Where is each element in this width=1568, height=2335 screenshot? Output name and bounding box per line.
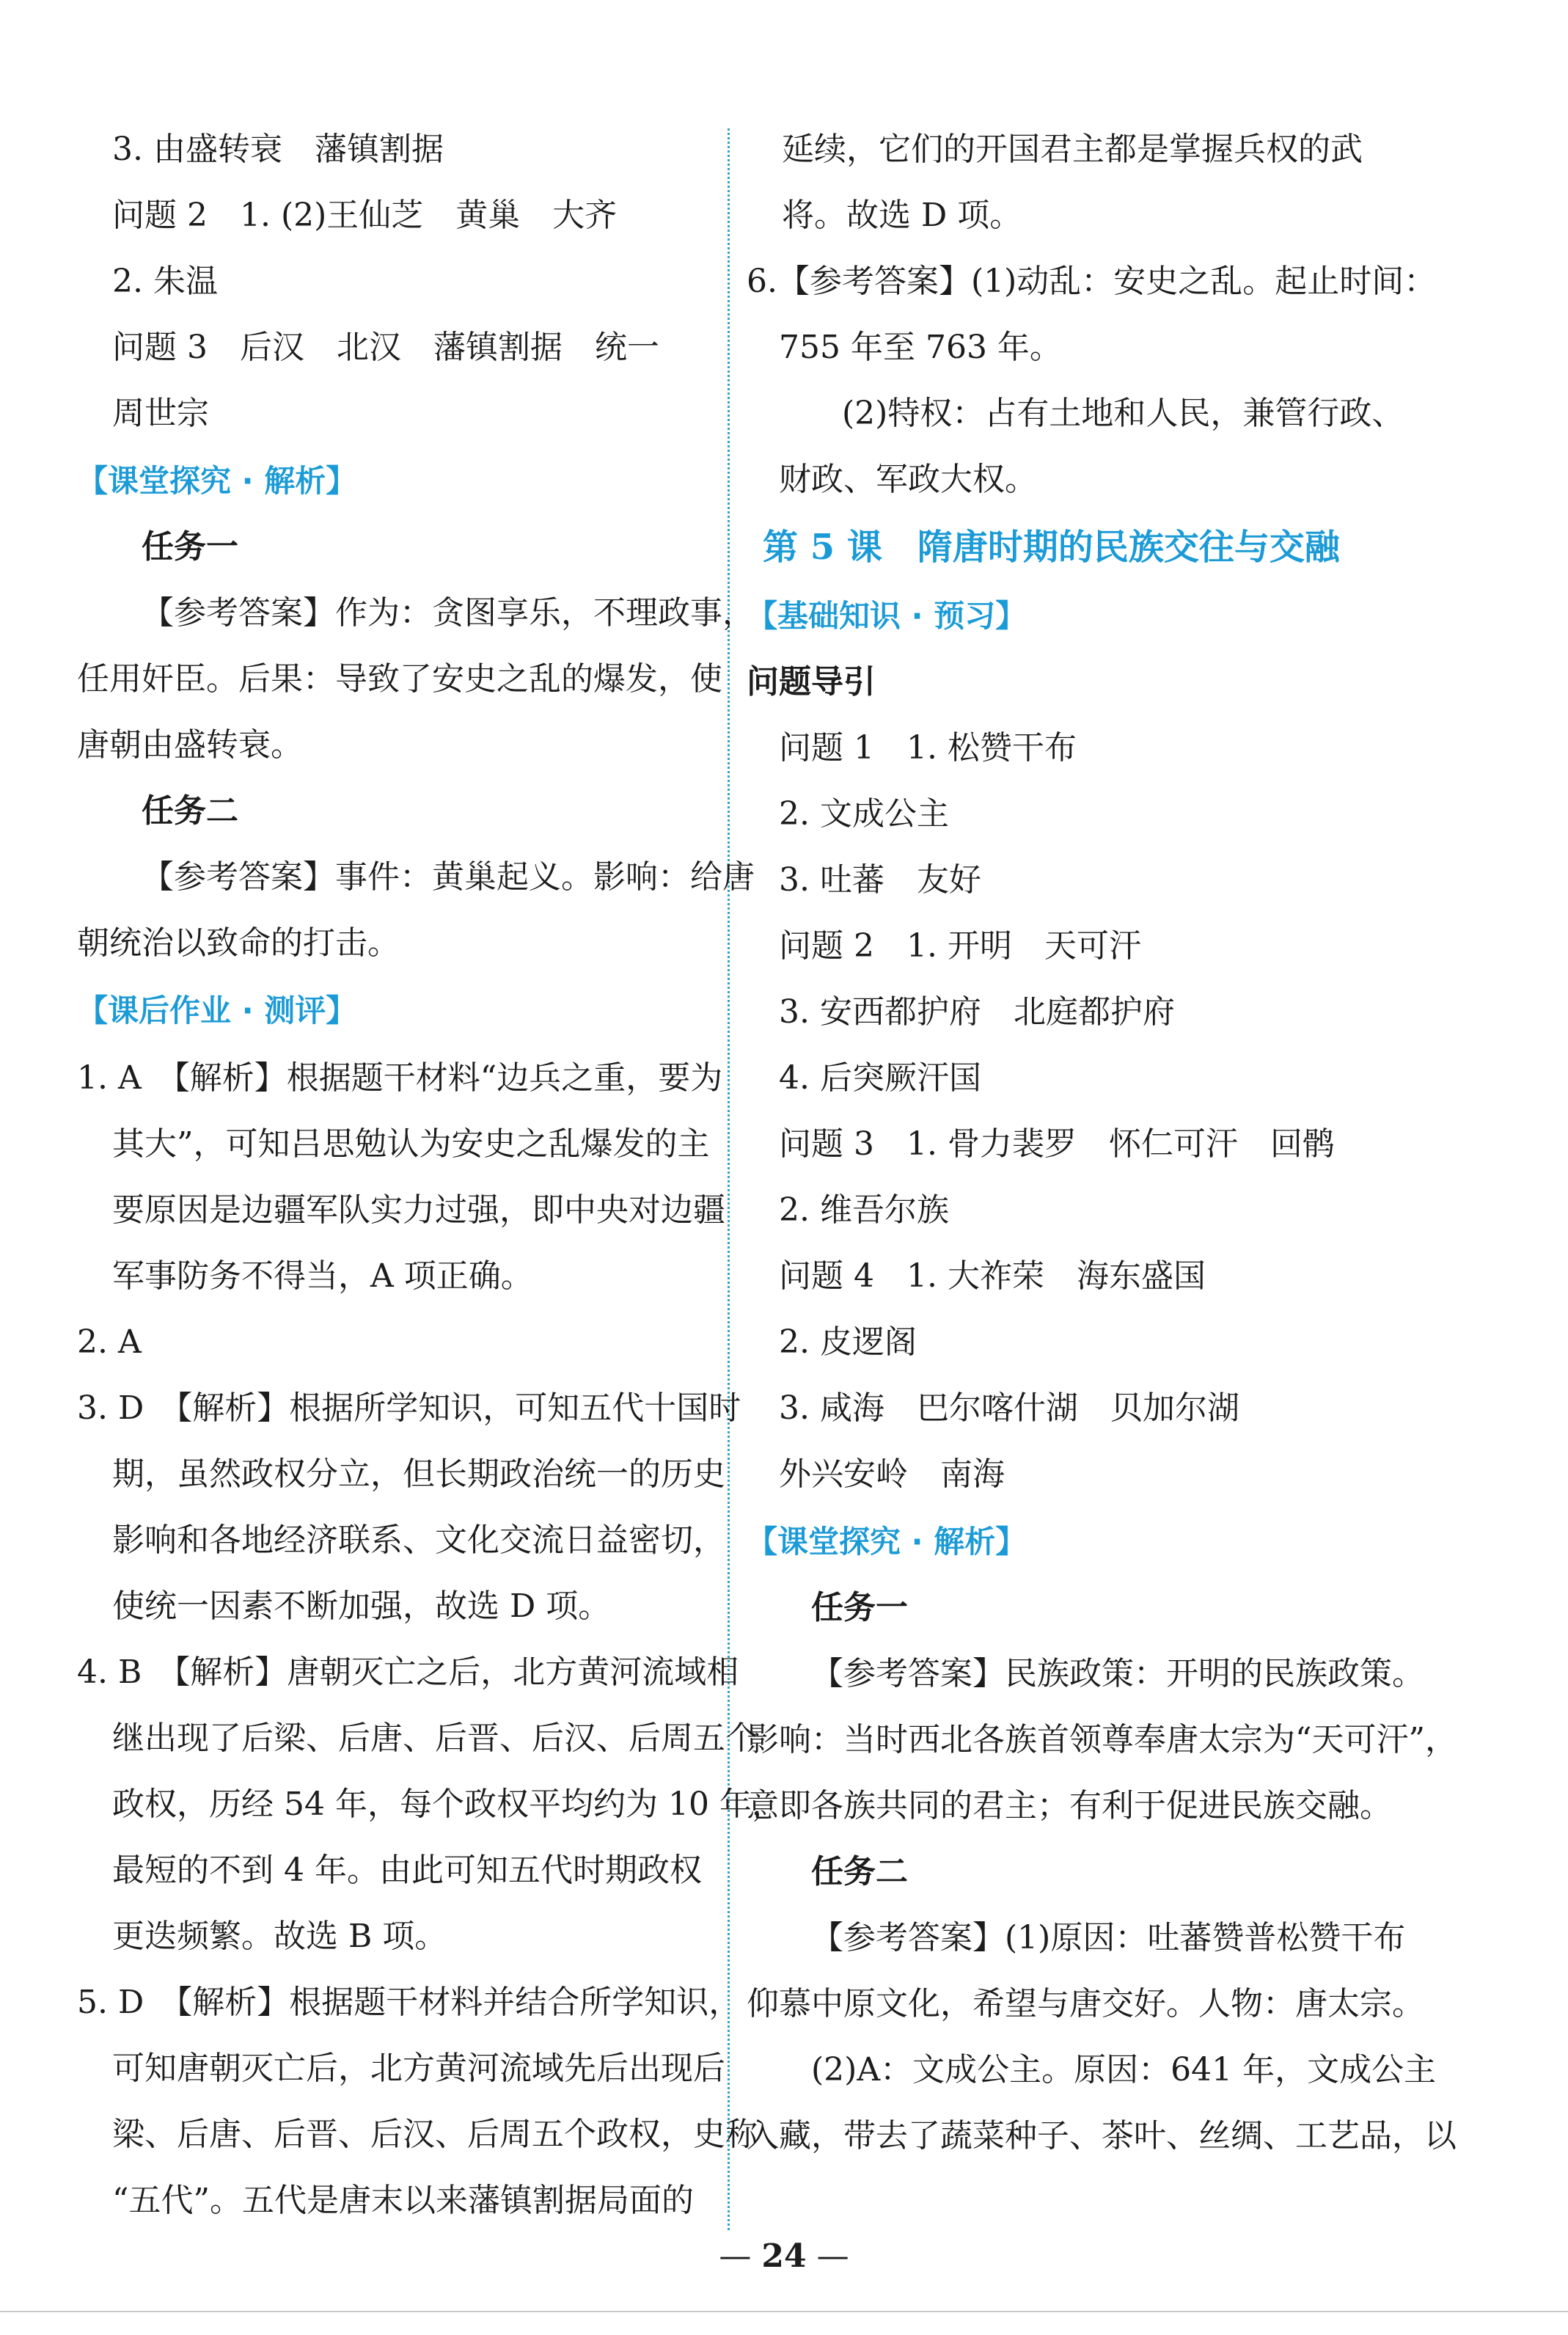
paragraph-line: 【参考答案】(1)原因：吐蕃赞普松赞干布 xyxy=(811,1919,1406,1956)
answer-line: 周世宗 xyxy=(112,395,209,432)
answer-item: 影响和各地经济联系、文化交流日益密切， xyxy=(112,1521,725,1559)
answer-item: 将。故选 D 项。 xyxy=(782,197,1022,234)
page-footer xyxy=(0,2237,1568,2275)
answer-item: 继出现了后梁、后唐、后晋、后汉、后周五个 xyxy=(112,1720,758,1757)
answer-item: “五代”。五代是唐末以来藩镇割据局面的 xyxy=(112,2182,694,2219)
task-heading: 任务一 xyxy=(142,528,238,566)
answer-item: 5. D 【解析】根据题干材料并结合所学知识， xyxy=(77,1984,741,2021)
footer-dash: — xyxy=(806,2237,849,2275)
paragraph-line: 【参考答案】事件：黄巢起义。影响：给唐 xyxy=(142,858,755,896)
answer-line: 3. 咸海 巴尔喀什湖 贝加尔湖 xyxy=(779,1389,1239,1427)
answer-item: 3. D 【解析】根据所学知识，可知五代十国时 xyxy=(77,1389,741,1427)
answer-item: 6.【参考答案】(1)动乱：安史之乱。起止时间： xyxy=(747,263,1437,300)
paragraph-line: 入藏，带去了蔬菜种子、茶叶、丝绸、工艺品，以 xyxy=(747,2117,1457,2155)
section-heading: 【课堂探究 · 解析】 xyxy=(77,463,357,499)
section-heading: 【课后作业 · 测评】 xyxy=(77,993,357,1028)
answer-line: 问题 2 1. (2)王仙芝 黄巢 大齐 xyxy=(112,197,618,234)
footer-dash: — xyxy=(719,2237,762,2275)
bottom-rule xyxy=(0,2311,1568,2312)
paragraph-line: 【参考答案】民族政策：开明的民族政策。 xyxy=(811,1655,1424,1692)
answer-line: 2. 文成公主 xyxy=(779,795,949,833)
answer-item: 政权，历经 54 年，每个政权平均约为 10 年， xyxy=(112,1786,784,1823)
lesson-title: 第 5 课 隋唐时期的民族交往与交融 xyxy=(763,527,1340,568)
answer-line: 2. 维吾尔族 xyxy=(779,1191,949,1229)
paragraph-line: 朝统治以致命的打击。 xyxy=(77,924,400,962)
answer-item: 1. A 【解析】根据题干材料“边兵之重，要为 xyxy=(77,1059,723,1097)
answer-line: 3. 吐蕃 友好 xyxy=(779,861,981,899)
answer-line: 问题 1 1. 松赞干布 xyxy=(779,729,1077,767)
answer-line: 问题 3 1. 骨力裴罗 怀仁可汗 回鹘 xyxy=(779,1125,1335,1163)
task-heading: 任务一 xyxy=(811,1589,908,1626)
paragraph-line: 唐朝由盛转衰。 xyxy=(77,726,303,764)
paragraph-line: 仰慕中原文化，希望与唐交好。人物：唐太宗。 xyxy=(747,1985,1424,2022)
answer-item: 延续，它们的开国君主都是掌握兵权的武 xyxy=(782,131,1363,168)
task-heading: 任务二 xyxy=(811,1853,908,1890)
answer-item: 期，虽然政权分立，但长期政治统一的历史 xyxy=(112,1455,725,1493)
section-heading: 【课堂探究 · 解析】 xyxy=(747,1524,1027,1560)
answer-line: 问题 3 后汉 北汉 藩镇割据 统一 xyxy=(112,329,659,366)
answer-line: 2. 皮逻阁 xyxy=(779,1323,917,1361)
column-divider xyxy=(728,128,730,2230)
answer-item: (2)特权：占有土地和人民，兼管行政、 xyxy=(842,395,1404,432)
answer-item: 要原因是边疆军队实力过强，即中央对边疆 xyxy=(112,1191,725,1229)
answer-item: 更迭频繁。故选 B 项。 xyxy=(112,1918,447,1955)
paragraph-line: 【参考答案】作为：贪图享乐，不理政事， xyxy=(142,594,755,632)
paragraph-line: 任用奸臣。后果：导致了安史之乱的爆发，使 xyxy=(77,660,722,698)
task-heading: 任务二 xyxy=(142,792,238,830)
subsection-heading: 问题导引 xyxy=(747,663,876,701)
answer-item: 最短的不到 4 年。由此可知五代时期政权 xyxy=(112,1852,702,1889)
answer-line: 问题 2 1. 开明 天可汗 xyxy=(779,927,1141,965)
answer-line: 3. 安西都护府 北庭都护府 xyxy=(779,993,1175,1031)
answer-item: 军事防务不得当，A 项正确。 xyxy=(112,1257,533,1295)
answer-line: 2. 朱温 xyxy=(112,263,218,300)
answer-item: 梁、后唐、后晋、后汉、后周五个政权，史称 xyxy=(112,2116,758,2153)
answer-item: 使统一因素不断加强，故选 D 项。 xyxy=(112,1587,611,1625)
answer-item: 4. B 【解析】唐朝灭亡之后，北方黄河流域相 xyxy=(77,1653,739,1691)
answer-item: 可知唐朝灭亡后，北方黄河流域先后出现后 xyxy=(112,2050,725,2087)
paragraph-line: 影响：当时西北各族首领尊奉唐太宗为“天可汗”， xyxy=(747,1721,1457,1758)
answer-item: 2. A xyxy=(77,1323,142,1361)
answer-line: 4. 后突厥汗国 xyxy=(779,1059,981,1097)
answer-line: 3. 由盛转衰 藩镇割据 xyxy=(112,131,444,168)
paragraph-line: (2)A：文成公主。原因：641 年，文成公主 xyxy=(811,2051,1437,2089)
answer-item: 其大”，可知吕思勉认为安史之乱爆发的主 xyxy=(112,1125,710,1163)
answer-line: 外兴安岭 南海 xyxy=(779,1455,1005,1493)
page-number: 24 xyxy=(761,2237,807,2275)
answer-item: 财政、军政大权。 xyxy=(779,461,1037,498)
answer-item: 755 年至 763 年。 xyxy=(779,329,1062,366)
section-heading: 【基础知识 · 预习】 xyxy=(747,598,1027,634)
answer-line: 问题 4 1. 大祚荣 海东盛国 xyxy=(779,1257,1206,1295)
paragraph-line: 意即各族共同的君主；有利于促进民族交融。 xyxy=(747,1787,1392,1824)
